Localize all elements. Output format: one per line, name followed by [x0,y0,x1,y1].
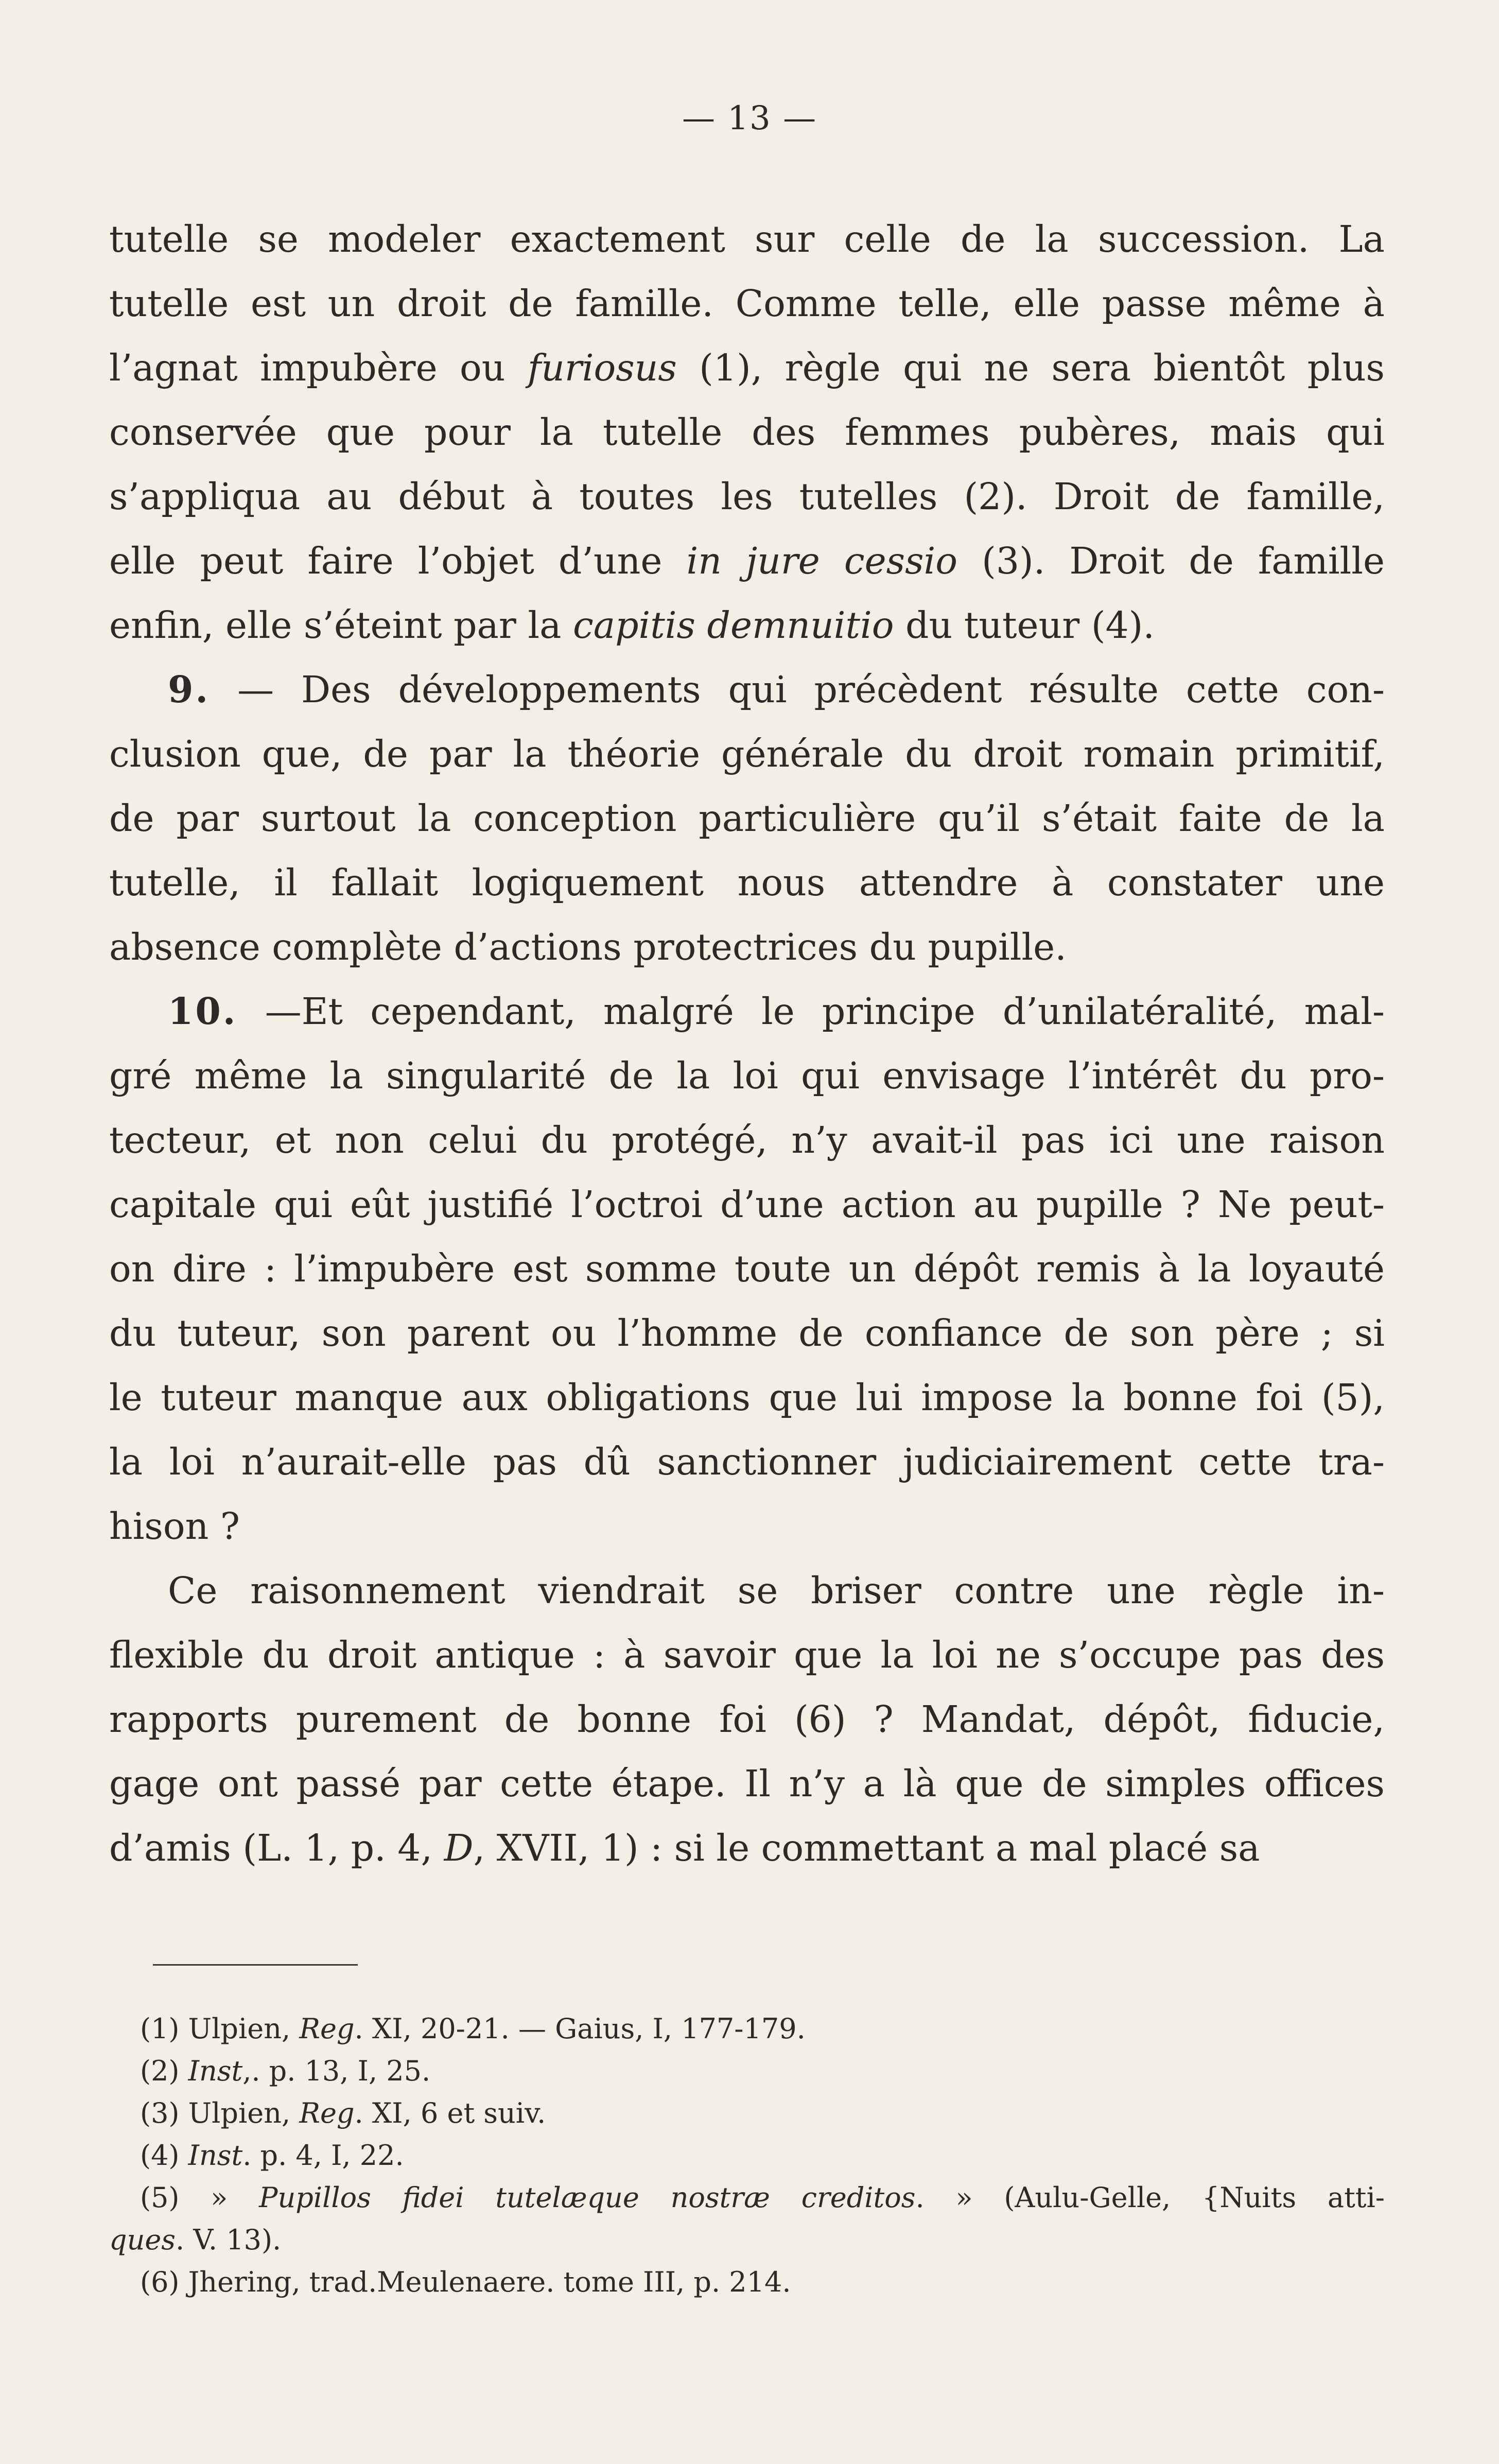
text-line: s’appliqua au début à toutes les tutelles (2). Droit de famille, [109,475,1385,518]
text-line: tutelle est un droit de famille. Comme telle, elle passe même à [109,282,1385,325]
footnote: (2) Inst,. p. 13, I, 25. [140,2055,431,2087]
text-line: la loi n’aurait-elle pas dû sanctionner judiciairement cette tra- [109,1441,1385,1483]
text-line: Ce raisonnement viendrait se briser contre une règle in- [168,1569,1385,1612]
text-line: 9. — Des développements qui précèdent résulte cette con- [168,668,1385,711]
footnote: (3) Ulpien, Reg. XI, 6 et suiv. [140,2097,546,2129]
text-line: gré même la singularité de la loi qui envisage l’intérêt du pro- [109,1054,1385,1097]
text-line: enfin, elle s’éteint par la capitis demnuitio du tuteur (4). [109,604,1155,647]
text-line: gage ont passé par cette étape. Il n’y a là que de simples offices [109,1762,1385,1805]
text-line: tecteur, et non celui du protégé, n’y avait-il pas ici une raison [109,1119,1385,1161]
text-line: clusion que, de par la théorie générale du droit romain primitif, [109,733,1385,775]
text-line: d’amis (L. 1, p. 4, D, XVII, 1) : si le commettant a mal placé sa [109,1827,1260,1869]
section-number: 10. [168,990,238,1033]
page-number: — 13 — [682,99,817,137]
footnote: ques. V. 13). [109,2224,282,2256]
footnote: (5) » Pupillos fidei tutelæque nostræ creditos. » (Aulu-Gelle, {Nuits atti- [140,2181,1385,2214]
text-line: elle peut faire l’objet d’une in jure cessio (3). Droit de famille [109,540,1385,582]
footnotes [109,2008,1385,2303]
text-line: de par surtout la conception particulière qu’il s’était faite de la [109,797,1385,840]
section-number: 9. [168,668,211,711]
footnote-separator [153,1964,358,1966]
text-line: conservée que pour la tutelle des femmes pubères, mais qui [109,411,1385,454]
text-line: tutelle, il fallait logiquement nous attendre à constater une [109,861,1385,904]
text-line: capitale qui eût justifié l’octroi d’une action au pupille ? Ne peut- [109,1183,1385,1226]
text-line: le tuteur manque aux obligations que lui impose la bonne foi (5), [109,1376,1385,1419]
footnote: (4) Inst. p. 4, I, 22. [140,2139,404,2172]
body-text [109,207,1385,1880]
text-line: du tuteur, son parent ou l’homme de confiance de son père ; si [109,1312,1385,1355]
footnote: (6) Jhering, trad.Meulenaere. tome III, p. 214. [140,2266,791,2298]
text-line: hison ? [109,1505,240,1548]
text-line: 10. —Et cependant, malgré le principe d’unilatéralité, mal- [168,990,1385,1033]
text-line: on dire : l’impubère est somme toute un dépôt remis à la loyauté [109,1247,1385,1290]
footnote: (1) Ulpien, Reg. XI, 20-21. — Gaius, I, 177-179. [140,2012,806,2045]
text-line: l’agnat impubère ou furiosus (1), règle qui ne sera bientôt plus [109,346,1385,389]
text-line: rapports purement de bonne foi (6) ? Mandat, dépôt, fiducie, [109,1698,1385,1741]
text-line: flexible du droit antique : à savoir que la loi ne s’occupe pas des [109,1634,1385,1676]
text-line: absence complète d’actions protectrices du pupille. [109,926,1067,968]
text-line: tutelle se modeler exactement sur celle de la succession. La [109,218,1385,261]
